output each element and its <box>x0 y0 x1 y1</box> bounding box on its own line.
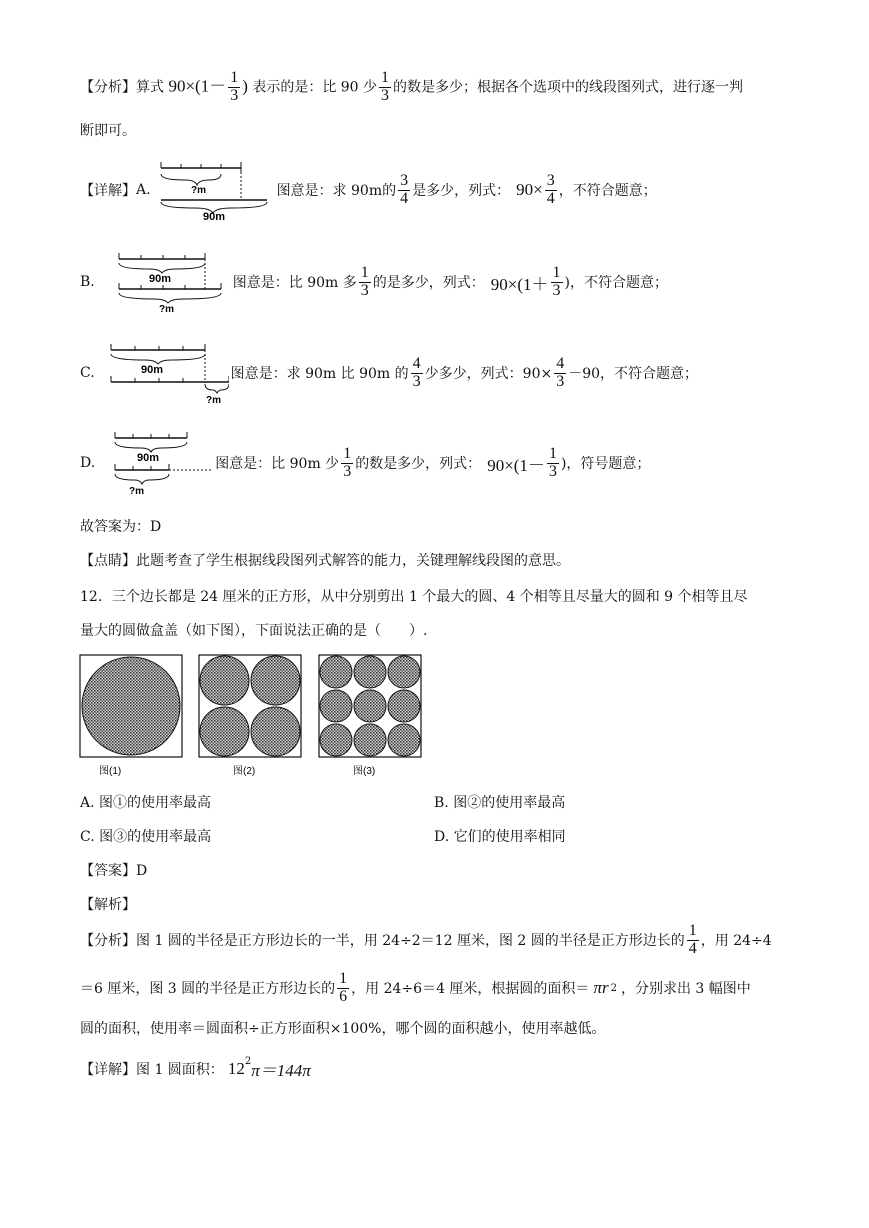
analysis-tag: 【分析】 <box>80 79 136 96</box>
q12-analysis-line3: 圆的面积，使用率＝圆面积÷正方形面积×100%，哪个圆的面积越小，使用率越低。 <box>80 1021 606 1037</box>
option-label: B. <box>80 274 95 290</box>
detail-option-d <box>80 432 650 494</box>
figure-2 <box>199 655 301 757</box>
q12-analysis-line2 <box>80 966 751 1010</box>
option-label: A. <box>136 182 151 198</box>
option-formula: 90×(1＋ <box>490 274 549 294</box>
analysis-text: ＝6 厘米，图 3 圆的半径是正方形边长的 <box>80 981 336 997</box>
fraction: $\frac{1}{6}$ <box>339 969 348 1005</box>
diagram-label-bottom: 90m <box>202 211 225 220</box>
option-text: 图意是：比 90m 少 <box>215 456 340 472</box>
analysis-text: 算式 <box>136 79 164 96</box>
fraction: $\frac{1}{3}$ <box>230 69 239 104</box>
answer-line: 故答案为：D <box>80 519 162 535</box>
detail-formula: 12 <box>227 1058 245 1078</box>
exponent: 2 <box>610 982 617 994</box>
analysis-expression-close: ) <box>242 76 248 96</box>
option-text: －90，不符合题意； <box>568 366 699 382</box>
diagram-label-top: 90m <box>140 364 163 376</box>
fraction: $\frac{3}{4}$ <box>400 171 409 207</box>
fraction: $\frac{4}{3}$ <box>556 354 565 390</box>
segment-diagram-c <box>105 342 229 404</box>
fraction: $\frac{1}{3}$ <box>343 444 352 480</box>
option-label: D. <box>80 455 96 471</box>
analysis-paragraph <box>80 70 743 105</box>
fraction: $\frac{1}{3}$ <box>360 263 369 299</box>
diagram-label-top: 90m <box>137 452 160 464</box>
fraction: $\frac{4}{3}$ <box>412 354 421 390</box>
figure-2-caption: 图(2) <box>233 766 256 777</box>
choice-d: D. 它们的使用率相同 <box>434 829 566 845</box>
option-text: )，符号题意； <box>560 456 651 472</box>
analysis-text: ，用 24÷4 <box>700 933 772 949</box>
option-formula: 90× <box>516 180 543 199</box>
analysis-expression: 90×(1－ <box>168 76 227 96</box>
option-text: 图意是：求 90m 比 90m 的 <box>230 366 409 382</box>
choice-c: C. 图③的使用率最高 <box>80 829 212 845</box>
fraction: $\frac{1}{3}$ <box>552 263 561 299</box>
diagram-label-top: ?m <box>190 185 206 196</box>
exponent: 2 <box>244 1056 252 1067</box>
q12-detail-line <box>80 1056 311 1081</box>
diagram-label-bottom: ?m <box>205 395 221 404</box>
detail-option-c <box>80 342 698 404</box>
figure-3-caption: 图(3) <box>353 766 376 777</box>
answer-line: 【答案】D <box>80 863 148 879</box>
option-text: )，不符合题意； <box>564 275 668 291</box>
question-12-line2: 量大的圆做盒盖（如下图），下面说法正确的是（ ）. <box>80 623 428 639</box>
comment-line: 【点睛】此题考查了学生根据线段图列式解答的能力，关键理解线段图的意思。 <box>80 553 570 569</box>
analysis-text: ，分别求出 3 幅图中 <box>620 981 751 997</box>
detail-tag: 【详解】 <box>80 183 136 199</box>
option-text: ，不符合题意； <box>558 183 657 199</box>
option-text: 是多少，列式： <box>412 183 511 199</box>
diagram-label-bottom: ?m <box>129 486 145 496</box>
detail-option-b <box>80 252 668 312</box>
choice-a: A. 图①的使用率最高 <box>80 795 212 811</box>
figure-group <box>79 654 439 784</box>
analysis-text: ，用 24÷6＝4 厘米，根据圆的面积＝ <box>351 981 590 997</box>
detail-formula-result: π＝144π <box>251 1061 311 1080</box>
fraction: $\frac{1}{4}$ <box>688 921 697 957</box>
fraction: $\frac{1}{3}$ <box>381 69 390 104</box>
diagram-label-top: 90m <box>148 273 171 285</box>
analysis-text: 【分析】图 1 圆的半径是正方形边长的一半，用 24÷2＝12 厘米，图 2 圆的半径是正方形边长的 <box>80 933 685 949</box>
diagram-label-bottom: ?m <box>158 304 174 313</box>
q12-analysis-line1 <box>80 918 772 962</box>
option-formula: 90×(1－ <box>487 455 545 475</box>
option-text: 图意是：求 90m的 <box>276 183 397 199</box>
option-text: 少多少，列式：90× <box>424 366 553 382</box>
option-text: 的数是多少，列式： <box>355 456 482 472</box>
figure-3 <box>319 655 421 757</box>
analysis-header: 【解析】 <box>80 897 136 913</box>
segment-diagram-a <box>155 160 273 220</box>
segment-diagram-b <box>109 251 229 313</box>
fraction: $\frac{3}{4}$ <box>546 171 555 207</box>
option-text: 图意是：比 90m 多 <box>232 275 357 291</box>
question-12-line1: 12．三个边长都是 24 厘米的正方形，从中分别剪出 1 个最大的圆、4 个相等且尽量大的圆和 9 个相等且尽 <box>80 589 748 605</box>
option-text: 的是多少，列式： <box>372 275 485 291</box>
figure-1 <box>80 655 182 757</box>
analysis-text: 表示的是：比 90 少 <box>252 79 378 96</box>
fraction: $\frac{1}{3}$ <box>548 444 557 480</box>
segment-diagram-d <box>107 430 213 496</box>
area-formula: πr <box>593 978 609 997</box>
analysis-line2: 断即可。 <box>80 123 136 139</box>
analysis-text: 的数是多少；根据各个选项中的线段图列式，进行逐一判 <box>393 79 744 96</box>
figure-1-caption: 图(1) <box>99 766 122 777</box>
option-label: C. <box>80 365 95 381</box>
detail-text: 【详解】图 1 圆面积： <box>80 1061 224 1078</box>
choice-b: B. 图②的使用率最高 <box>434 795 566 811</box>
detail-option-a <box>80 162 657 218</box>
